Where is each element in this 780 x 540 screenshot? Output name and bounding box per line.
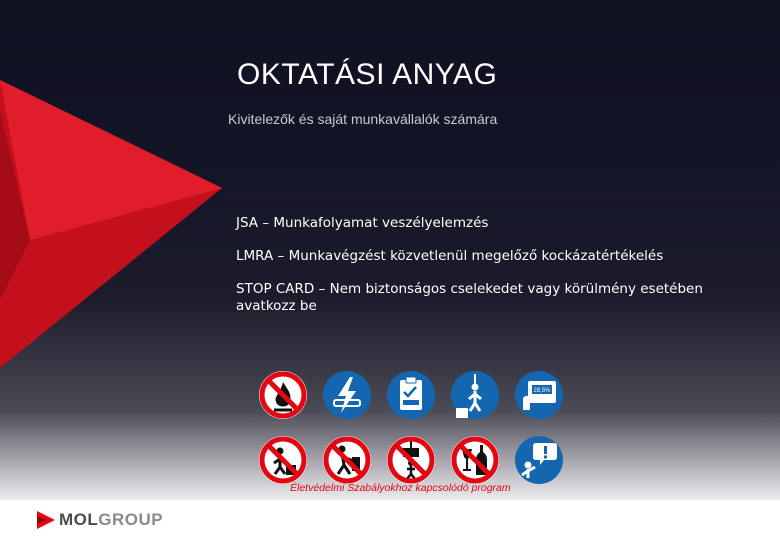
mol-arrow-icon [37, 511, 55, 529]
topic-term: LMRA [236, 248, 274, 264]
slide-title: OKTATÁSI ANYAG [237, 58, 498, 91]
topic-description: – Munkafolyamat veszélyelemzés [258, 215, 489, 231]
life-saving-rules-icons [258, 370, 578, 485]
electrical-hazard-icon [322, 370, 372, 420]
logo-mol-text: MOL [59, 510, 99, 529]
no-bypassing-safety-icon [322, 435, 372, 485]
no-fire-icon [258, 370, 308, 420]
topic-term: JSA [236, 215, 259, 231]
svg-text:28,5%: 28,5% [533, 388, 551, 394]
topic-stop-card [236, 281, 736, 315]
no-alcohol-icon [450, 435, 500, 485]
no-confined-space-entry-icon [258, 435, 308, 485]
topic-description: – Nem biztonságos cselekedet vagy körülmény esetében avatkozz be [236, 281, 703, 314]
report-hazard-icon [514, 435, 564, 485]
gas-measurement-icon [514, 370, 564, 420]
topic-term: STOP CARD [236, 281, 315, 297]
topic-description: – Munkavégzést közvetlenül megelőző kockázatértékelés [273, 248, 664, 264]
topic-lmra [236, 248, 736, 265]
fall-protection-icon [450, 370, 500, 420]
logo-group-text: GROUP [98, 510, 164, 529]
work-permit-icon [386, 370, 436, 420]
topic-jsa [236, 215, 736, 232]
red-arrow-graphic [0, 0, 230, 380]
no-standing-under-load-icon [386, 435, 436, 485]
slide-subtitle: Kivitelezők és saját munkavállalók számára [228, 111, 498, 127]
topic-list [236, 215, 736, 331]
program-caption: Életvédelmi Szabályokhoz kapcsolódó program [290, 482, 511, 494]
mol-group-logo [37, 510, 163, 530]
